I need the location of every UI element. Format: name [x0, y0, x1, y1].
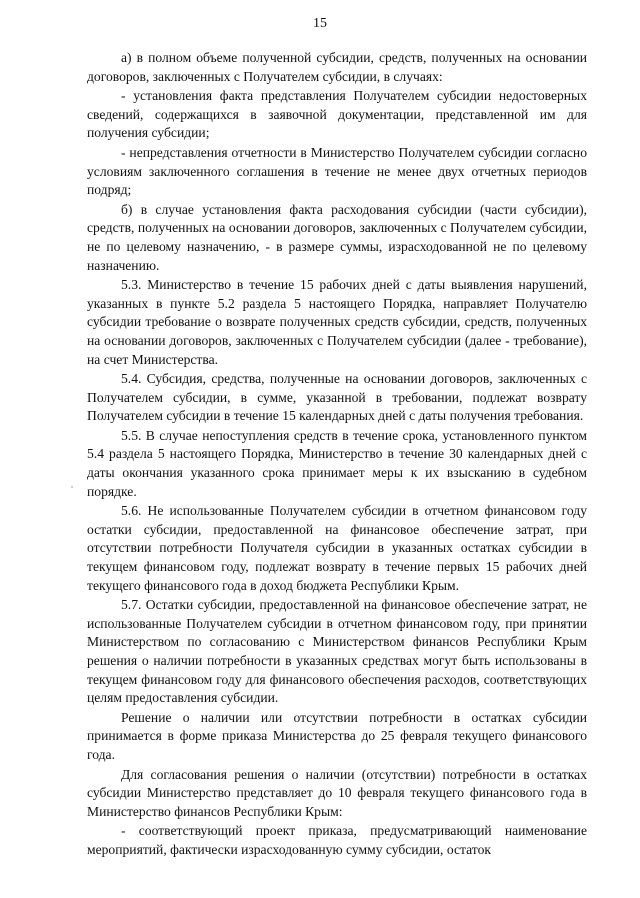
paragraph-decision: Решение о наличии или отсутствии потребности в остатках субсидии принимается в форме приказа Министерства до 25 февраля текущего финансового года.	[87, 709, 587, 762]
paragraph-5-3: 5.3. Министерство в течение 15 рабочих дней с даты выявления нарушений, указанных в пункте 5.2 раздела 5 настоящего Порядка, направляет Получателю субсидии требование о возврате полученных средств субсидии, средств, полученных на основании договоров, заключенных с Получателем субсидии (далее - требование), на счет Министерства.	[87, 277, 587, 367]
scan-mark: ˙	[70, 483, 74, 497]
paragraph-5-2-b: б) в случае установления факта расходования субсидии (части субсидии), средств, полученных на основании договоров, заключенных с Получателем субсидии, не по целевому назначению, - в размере суммы, израсходованной не по целевому назначению.	[87, 201, 587, 273]
paragraph-coordination: Для согласования решения о наличии (отсутствии) потребности в остатках субсидии Министерство представляет до 10 февраля текущего финансового года в Министерство финансов Республики Крым:	[87, 766, 587, 819]
paragraph-5-6: 5.6. Не использованные Получателем субсидии в отчетном финансовом году остатки субсидии, предоставленной на финансовое обеспечение затрат, при отсутствии потребности Получателя субсидии в указанных остатках субсидии в текущем финансовом году, подлежат возврату в течение первых 15 рабочих дней текущего финансового года в доход бюджета Республики Крым.	[87, 503, 587, 593]
paragraph-5-4: 5.4. Субсидия, средства, полученные на основании договоров, заключенных с Получателем субсидии, в сумме, указанной в требовании, подлежат возврату Получателем субсидии в течение 15 календарных дней с даты получения требования.	[87, 371, 587, 424]
document-body	[87, 49, 587, 861]
paragraph-5-2-a-item-1: - установления факта представления Получателем субсидии недостоверных сведений, содержащихся в заявочной документации, представленной им для получения субсидии;	[87, 88, 587, 141]
paragraph-5-2-a: а) в полном объеме полученной субсидии, средств, полученных на основании договоров, заключенных с Получателем субсидии, в случаях:	[87, 50, 587, 84]
paragraph-5-5: 5.5. В случае непоступления средств в течение срока, установленного пунктом 5.4 раздела 5 настоящего Порядка, Министерство в течение 30 календарных дней с даты окончания указанного срока принимает меры к их взысканию в судебном порядке.	[87, 427, 587, 499]
paragraph-5-7: 5.7. Остатки субсидии, предоставленной на финансовое обеспечение затрат, не использованные Получателем субсидии в отчетном финансовом году, при принятии Министерством по согласованию с Министерством финансов Республики Крым решения о наличии потребности в указанных средствах могут быть использованы в текущем финансовом году для финансового обеспечения расходов, соответствующих целям предоставления субсидии.	[87, 597, 587, 706]
paragraph-coordination-item-1: - соответствующий проект приказа, предусматривающий наименование мероприятий, фактически израсходованную сумму субсидии, остаток	[87, 823, 587, 857]
page-number: 15	[313, 16, 327, 31]
paragraph-5-2-a-item-2: - непредставления отчетности в Министерство Получателем субсидии согласно условиям заключенного соглашения в течение не менее двух отчетных периодов подряд;	[87, 144, 587, 198]
